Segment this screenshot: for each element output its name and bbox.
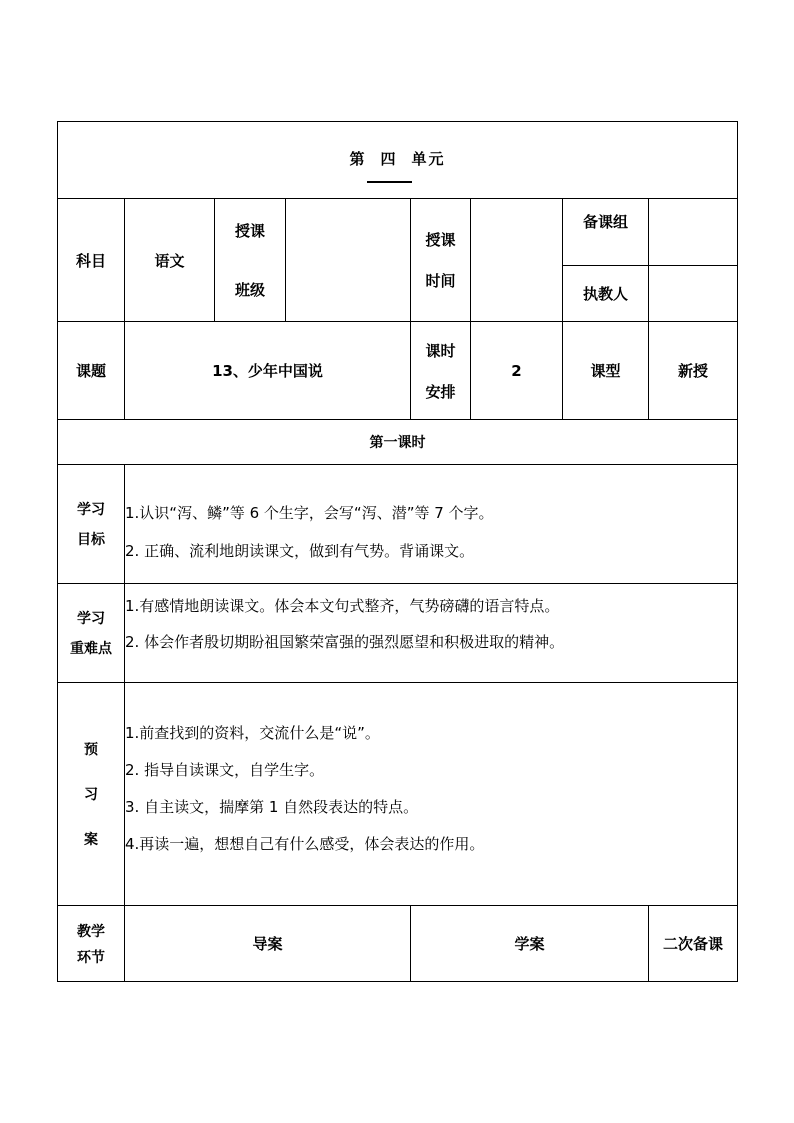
goals-label-line2: 目标: [77, 532, 105, 548]
info-row-upper: [58, 199, 738, 266]
keypoints-content: [125, 584, 738, 683]
preview-item-4: 4.再读一遍，想想自己有什么感受，体会表达的作用。: [125, 835, 485, 853]
goals-item-2: 2. 正确、流利地朗读课文，做到有气势。背诵课文。: [125, 542, 475, 560]
class-value-field[interactable]: [286, 199, 411, 322]
lesson-plan-table: [57, 121, 738, 982]
goals-row: [58, 465, 738, 584]
steps-row: [58, 906, 738, 982]
preview-label-char-3: 案: [84, 832, 98, 848]
keypoints-label-line1: 学习: [77, 611, 105, 627]
goals-content: [125, 465, 738, 584]
class-label-cell: [215, 199, 286, 322]
keypoints-item-1: 1.有感情地朗读课文。体会本文句式整齐，气势磅礴的语言特点。: [125, 597, 560, 615]
title-row: [58, 122, 738, 199]
time-label-cell: [411, 199, 471, 322]
keypoints-label-cell: [58, 584, 125, 683]
unit-title-number: 四: [367, 137, 412, 183]
preview-item-2: 2. 指导自读课文，自学生字。: [125, 761, 325, 779]
lesson-banner: 第一课时: [58, 420, 738, 465]
goals-label-cell: [58, 465, 125, 584]
goals-item-1: 1.认识“泻、鳞”等 6 个生字，会写“泻、潜”等 7 个字。: [125, 504, 494, 522]
preview-item-3: 3. 自主读文，揣摩第 1 自然段表达的特点。: [125, 798, 419, 816]
teacher-label-cell: [563, 266, 649, 322]
time-label-line1: 授课: [425, 231, 456, 249]
goals-label-line1: 学习: [77, 502, 105, 518]
group-label: 备课组: [582, 213, 628, 231]
steps-col-study: 学案: [411, 906, 649, 982]
teacher-value-field[interactable]: [649, 266, 738, 322]
unit-title: [58, 122, 738, 199]
unit-title-suffix: 单元: [411, 150, 446, 168]
lesson-banner-row: [58, 420, 738, 465]
time-value-field[interactable]: [471, 199, 563, 322]
subject-value: 语文: [154, 251, 185, 270]
topic-label: 课题: [75, 362, 106, 380]
hours-label-line1: 课时: [425, 341, 456, 360]
preview-content: [125, 683, 738, 906]
keypoints-row: [58, 584, 738, 683]
class-label-line1: 授课: [234, 222, 265, 240]
hours-label-line2: 安排: [425, 382, 456, 401]
type-label-cell: [563, 322, 649, 420]
class-label-line2: 班级: [234, 281, 265, 299]
keypoints-label-line2: 重难点: [70, 641, 112, 657]
preview-label-char-1: 预: [84, 742, 98, 758]
preview-label-cell: [58, 683, 125, 906]
steps-col-second: 二次备课: [649, 906, 738, 982]
steps-label-line1: 教学: [77, 923, 105, 940]
subject-value-cell: [125, 199, 215, 322]
subject-label-cell: [58, 199, 125, 322]
type-value: 新授: [678, 362, 709, 380]
steps-label-cell: [58, 906, 125, 982]
type-value-cell: [649, 322, 738, 420]
hours-value-cell: [471, 322, 563, 420]
topic-value: 13、少年中国说: [212, 362, 323, 380]
topic-value-cell: [125, 322, 411, 420]
preview-row: [58, 683, 738, 906]
group-value-field[interactable]: [649, 199, 738, 266]
teacher-label: 执教人: [582, 285, 628, 303]
steps-col-guide: 导案: [125, 906, 411, 982]
topic-row: [58, 322, 738, 420]
time-label-line2: 时间: [425, 272, 456, 290]
hours-value: 2: [511, 361, 522, 380]
group-label-cell: [563, 199, 649, 266]
preview-item-1: 1.前查找到的资料，交流什么是“说”。: [125, 724, 380, 742]
preview-label-char-2: 习: [84, 787, 98, 803]
hours-label-cell: [411, 322, 471, 420]
keypoints-item-2: 2. 体会作者殷切期盼祖国繁荣富强的强烈愿望和积极进取的精神。: [125, 633, 565, 651]
unit-title-prefix: 第: [349, 150, 367, 168]
subject-label: 科目: [75, 251, 106, 270]
topic-label-cell: [58, 322, 125, 420]
steps-label-line2: 环节: [77, 949, 105, 966]
type-label: 课型: [590, 362, 621, 380]
